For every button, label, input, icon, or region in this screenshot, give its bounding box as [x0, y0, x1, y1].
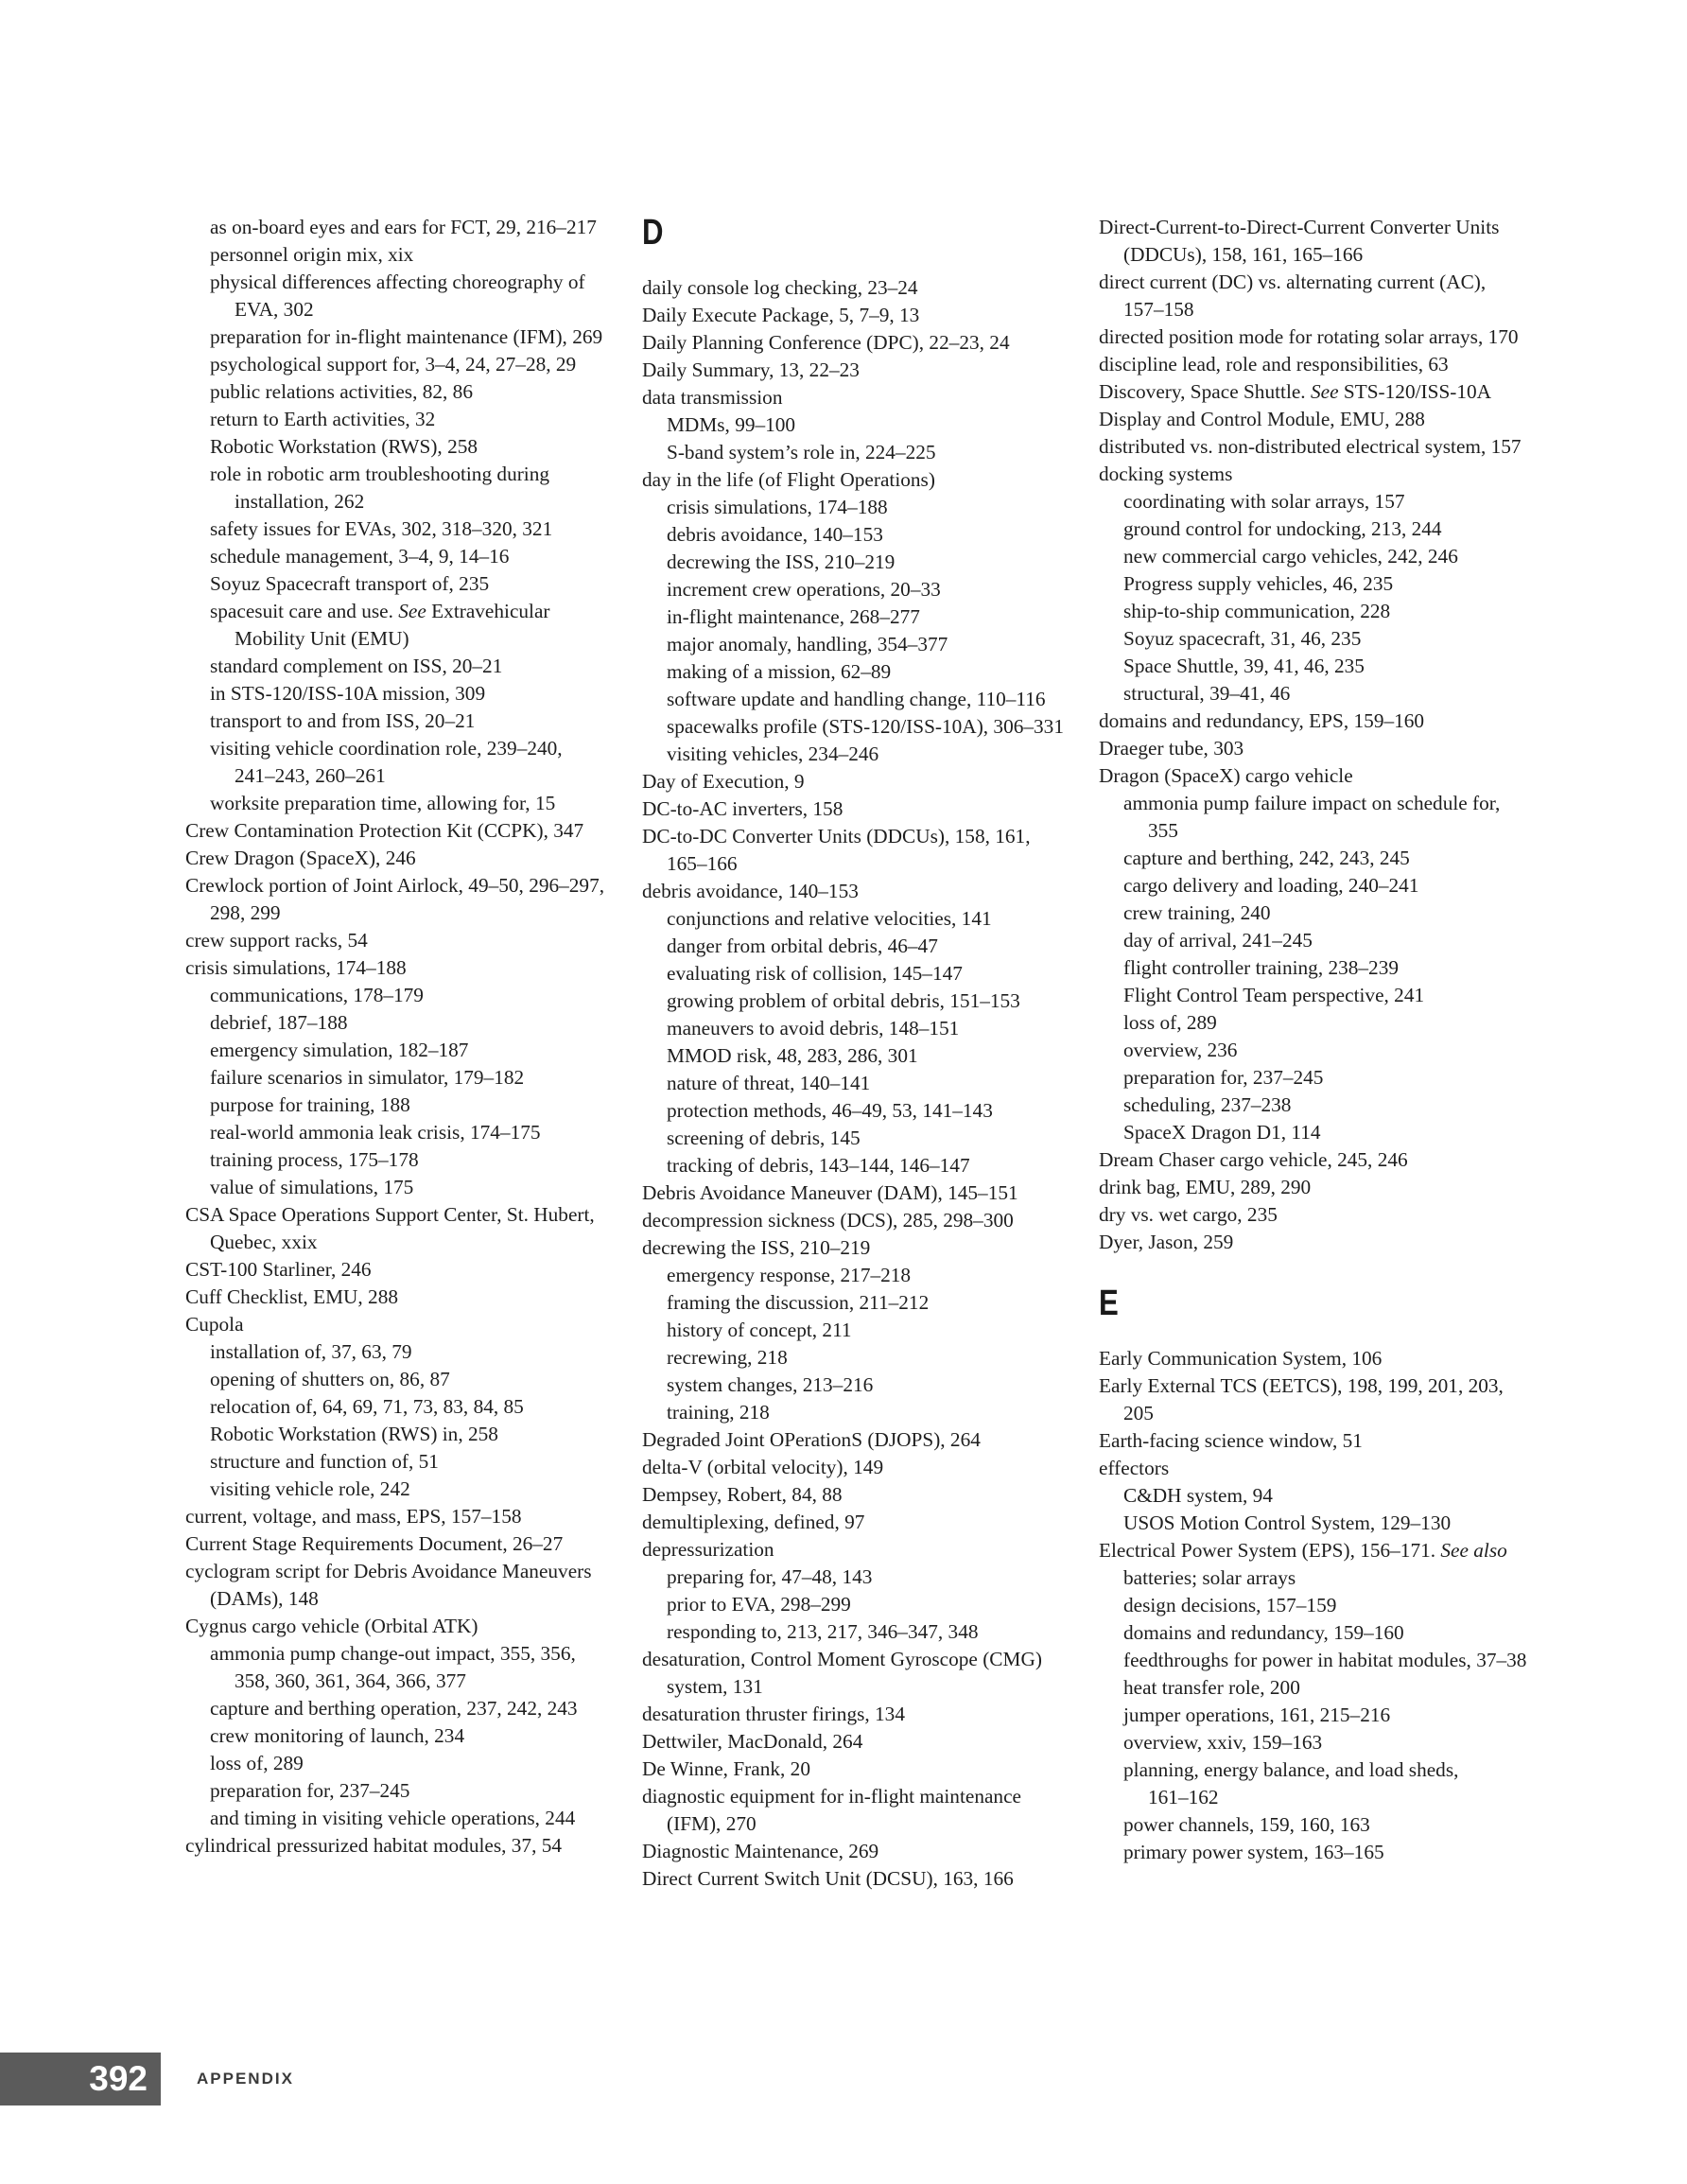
index-subentry: Robotic Workstation (RWS), 258	[210, 435, 478, 458]
index-subentry: debrief, 187–188	[210, 1011, 348, 1034]
index-subentry: ship-to-ship communication, 228	[1123, 600, 1391, 622]
index-subentry: maneuvers to avoid debris, 148–151	[667, 1017, 960, 1040]
index-subentry: visiting vehicles, 234–246	[667, 743, 879, 765]
index-subentry: power channels, 159, 160, 163	[1123, 1813, 1370, 1836]
index-entry: domains and redundancy, EPS, 159–160	[1099, 709, 1425, 732]
index-entry: crew support racks, 54	[185, 929, 368, 952]
index-subentry: new commercial cargo vehicles, 242, 246	[1123, 545, 1458, 568]
index-subentry: ground control for undocking, 213, 244	[1123, 517, 1442, 540]
index-subentry: MDMs, 99–100	[667, 413, 796, 436]
index-subentry: scheduling, 237–238	[1123, 1093, 1292, 1116]
index-entry: diagnostic equipment for in-flight maintenance (IFM), 270	[642, 1785, 1021, 1835]
index-subentry: physical differences affecting choreography of EVA, 302	[210, 271, 585, 321]
index-entry: drink bag, EMU, 289, 290	[1099, 1176, 1312, 1198]
index-entry: data transmission	[642, 386, 783, 409]
index-subentry: failure scenarios in simulator, 179–182	[210, 1066, 525, 1089]
index-entry: Diagnostic Maintenance, 269	[642, 1840, 879, 1862]
index-column-2	[642, 214, 1079, 1893]
index-entry: decrewing the ISS, 210–219	[642, 1236, 871, 1259]
index-subentry: responding to, 213, 217, 346–347, 348	[667, 1620, 979, 1643]
index-subentry: danger from orbital debris, 46–47	[667, 935, 938, 957]
index-subentry: tracking of debris, 143–144, 146–147	[667, 1154, 970, 1177]
index-subentry: in-flight maintenance, 268–277	[667, 605, 920, 628]
index-list-e	[1099, 1345, 1543, 1866]
index-subentry: psychological support for, 3–4, 24, 27–28, 29	[210, 353, 577, 376]
index-subentry: software update and handling change, 110–116	[667, 688, 1046, 710]
index-subentry: Soyuz spacecraft, 31, 46, 235	[1123, 627, 1362, 650]
index-entry: daily console log checking, 23–24	[642, 276, 918, 299]
index-subentry: opening of shutters on, 86, 87	[210, 1368, 450, 1390]
index-entry: Crew Contamination Protection Kit (CCPK), 347	[185, 819, 584, 842]
index-entry: Daily Execute Package, 5, 7–9, 13	[642, 304, 920, 326]
index-subentry: domains and redundancy, 159–160	[1123, 1621, 1404, 1644]
index-subentry: ammonia pump change-out impact, 355, 356, 358, 360, 361, 364, 366, 377	[210, 1642, 576, 1692]
index-subentry: USOS Motion Control System, 129–130	[1123, 1511, 1452, 1534]
index-subentry: coordinating with solar arrays, 157	[1123, 490, 1405, 513]
index-subentry: making of a mission, 62–89	[667, 660, 892, 683]
section-letter-d: D	[642, 213, 664, 253]
page-number: 392	[0, 2053, 161, 2105]
index-subentry: spacesuit care and use. See Extravehicular Mobility Unit (EMU)	[210, 600, 550, 650]
index-subentry: value of simulations, 175	[210, 1176, 414, 1198]
index-entry: delta-V (orbital velocity), 149	[642, 1456, 884, 1478]
index-subentry: MMOD risk, 48, 283, 286, 301	[667, 1044, 918, 1067]
index-subentry: heat transfer role, 200	[1123, 1676, 1300, 1699]
index-subentry: real-world ammonia leak crisis, 174–175	[210, 1121, 541, 1144]
index-subentry: capture and berthing operation, 237, 242, 243	[210, 1697, 578, 1720]
index-entry: Discovery, Space Shuttle. See STS-120/ISS-10A	[1099, 380, 1492, 403]
index-subentry: visiting vehicle role, 242	[210, 1477, 410, 1500]
index-entry: discipline lead, role and responsibilities, 63	[1099, 353, 1449, 376]
index-entry: Crewlock portion of Joint Airlock, 49–50, 296–297, 298, 299	[185, 874, 605, 924]
index-subentry: C&DH system, 94	[1123, 1484, 1273, 1507]
index-subentry: Robotic Workstation (RWS) in, 258	[210, 1423, 498, 1445]
index-entry: DC-to-AC inverters, 158	[642, 797, 844, 820]
index-subentry: as on-board eyes and ears for FCT, 29, 216–217	[210, 216, 597, 238]
index-subentry: spacewalks profile (STS-120/ISS-10A), 306–331	[667, 715, 1064, 738]
index-subentry: in STS-120/ISS-10A mission, 309	[210, 682, 486, 705]
index-entry: Draeger tube, 303	[1099, 737, 1244, 760]
index-subentry: preparing for, 47–48, 143	[667, 1565, 873, 1588]
index-entry: dry vs. wet cargo, 235	[1099, 1203, 1278, 1226]
index-subentry: SpaceX Dragon D1, 114	[1123, 1121, 1321, 1144]
index-entry: Day of Execution, 9	[642, 770, 805, 793]
index-column-1	[185, 214, 622, 1860]
index-entry: crisis simulations, 174–188	[185, 956, 407, 979]
index-subentry: feedthroughs for power in habitat modules, 37–38	[1123, 1649, 1527, 1671]
index-subentry: ammonia pump failure impact on schedule for, 355	[1123, 792, 1501, 842]
index-entry: Cygnus cargo vehicle (Orbital ATK)	[185, 1615, 478, 1637]
index-entry: Crew Dragon (SpaceX), 246	[185, 847, 416, 869]
index-subentry: Space Shuttle, 39, 41, 46, 235	[1123, 655, 1365, 677]
index-entry: Daily Summary, 13, 22–23	[642, 358, 860, 381]
index-subentry: structural, 39–41, 46	[1123, 682, 1291, 705]
index-subentry: history of concept, 211	[667, 1319, 852, 1341]
index-entry: Dettwiler, MacDonald, 264	[642, 1730, 863, 1753]
index-entry: Dyer, Jason, 259	[1099, 1231, 1234, 1253]
index-entry: depressurization	[642, 1538, 774, 1561]
index-subentry: recrewing, 218	[667, 1346, 788, 1369]
index-subentry: training, 218	[667, 1401, 770, 1424]
index-entry: docking systems	[1099, 463, 1233, 485]
index-subentry: crew training, 240	[1123, 901, 1271, 924]
index-entry: effectors	[1099, 1457, 1170, 1479]
index-subentry: worksite preparation time, allowing for, 15	[210, 792, 556, 814]
index-entry: Early Communication System, 106	[1099, 1347, 1383, 1370]
index-entry: Display and Control Module, EMU, 288	[1099, 408, 1425, 430]
index-entry: CST-100 Starliner, 246	[185, 1258, 372, 1281]
index-column-3	[1099, 214, 1543, 1866]
index-entry: Cupola	[185, 1313, 244, 1336]
index-subentry: S-band system’s role in, 224–225	[667, 441, 936, 463]
index-entry: Direct-Current-to-Direct-Current Converter Units (DDCUs), 158, 161, 165–166	[1099, 216, 1500, 266]
index-entry: Debris Avoidance Maneuver (DAM), 145–151	[642, 1181, 1018, 1204]
index-subentry: Progress supply vehicles, 46, 235	[1123, 572, 1394, 595]
index-entry: DC-to-DC Converter Units (DDCUs), 158, 161, 165–166	[642, 825, 1031, 875]
index-subentry: primary power system, 163–165	[1123, 1841, 1384, 1863]
index-entry: direct current (DC) vs. alternating current (AC), 157–158	[1099, 271, 1487, 321]
index-subentry: standard complement on ISS, 20–21	[210, 655, 503, 677]
index-subentry: structure and function of, 51	[210, 1450, 439, 1473]
index-entry: Current Stage Requirements Document, 26–27	[185, 1532, 564, 1555]
index-subentry: evaluating risk of collision, 145–147	[667, 962, 963, 985]
index-subentry: Soyuz Spacecraft transport of, 235	[210, 572, 490, 595]
index-entry: Electrical Power System (EPS), 156–171. See also batteries; solar arrays	[1099, 1539, 1507, 1589]
index-subentry: schedule management, 3–4, 9, 14–16	[210, 545, 510, 568]
section-label: APPENDIX	[197, 2070, 294, 2088]
index-entry: Dempsey, Robert, 84, 88	[642, 1483, 843, 1506]
index-subentry: installation of, 37, 63, 79	[210, 1340, 412, 1363]
index-subentry: preparation for, 237–245	[1123, 1066, 1324, 1089]
index-subentry: communications, 178–179	[210, 984, 424, 1006]
index-entry: desaturation, Control Moment Gyroscope (CMG) system, 131	[642, 1648, 1042, 1698]
index-subentry: design decisions, 157–159	[1123, 1594, 1337, 1616]
index-subentry: public relations activities, 82, 86	[210, 380, 473, 403]
index-entry: distributed vs. non-distributed electrical system, 157	[1099, 435, 1522, 458]
index-entry: debris avoidance, 140–153	[642, 880, 859, 902]
index-entry: CSA Space Operations Support Center, St. Hubert, Quebec, xxix	[185, 1203, 595, 1253]
index-subentry: role in robotic arm troubleshooting during installation, 262	[210, 463, 550, 513]
index-subentry: cargo delivery and loading, 240–241	[1123, 874, 1419, 897]
index-subentry: overview, xxiv, 159–163	[1123, 1731, 1323, 1754]
index-entry: Early External TCS (EETCS), 198, 199, 201, 203, 205	[1099, 1374, 1504, 1424]
index-entry: directed position mode for rotating solar arrays, 170	[1099, 325, 1519, 348]
index-entry: decompression sickness (DCS), 285, 298–300	[642, 1209, 1014, 1232]
index-subentry: relocation of, 64, 69, 71, 73, 83, 84, 85	[210, 1395, 524, 1418]
index-entry: De Winne, Frank, 20	[642, 1757, 810, 1780]
index-subentry: day of arrival, 241–245	[1123, 929, 1313, 952]
index-subentry: visiting vehicle coordination role, 239–240, 241–243, 260–261	[210, 737, 563, 787]
index-subentry: jumper operations, 161, 215–216	[1123, 1704, 1391, 1726]
index-subentry: major anomaly, handling, 354–377	[667, 633, 948, 655]
index-subentry: preparation for in-flight maintenance (IFM), 269	[210, 325, 603, 348]
index-subentry: screening of debris, 145	[667, 1127, 861, 1149]
index-subentry: debris avoidance, 140–153	[667, 523, 883, 546]
index-entry: Daily Planning Conference (DPC), 22–23, 24	[642, 331, 1010, 354]
index-entry: Direct Current Switch Unit (DCSU), 163, 166	[642, 1867, 1014, 1890]
index-subentry: crew monitoring of launch, 234	[210, 1724, 465, 1747]
index-subentry: conjunctions and relative velocities, 141	[667, 907, 992, 930]
index-entry: Earth-facing science window, 51	[1099, 1429, 1363, 1452]
index-subentry: planning, energy balance, and load sheds, 161–162	[1123, 1758, 1459, 1808]
section-letter-e: E	[1099, 1284, 1119, 1323]
index-subentry: preparation for, 237–245	[210, 1779, 410, 1802]
index-subentry: decrewing the ISS, 210–219	[667, 550, 896, 573]
index-entry: Dream Chaser cargo vehicle, 245, 246	[1099, 1148, 1408, 1171]
index-subentry: crisis simulations, 174–188	[667, 496, 888, 518]
index-subentry: return to Earth activities, 32	[210, 408, 436, 430]
index-entry: Cuff Checklist, EMU, 288	[185, 1285, 398, 1308]
index-subentry: growing problem of orbital debris, 151–153	[667, 989, 1020, 1012]
index-subentry: prior to EVA, 298–299	[667, 1593, 851, 1616]
index-subentry: loss of, 289	[210, 1752, 304, 1774]
index-subentry: and timing in visiting vehicle operations, 244	[210, 1807, 576, 1829]
index-subentry: system changes, 213–216	[667, 1373, 874, 1396]
index-list-d-cont	[1099, 214, 1543, 1256]
index-subentry: capture and berthing, 242, 243, 245	[1123, 847, 1410, 869]
index-subentry: training process, 175–178	[210, 1148, 419, 1171]
index-subentry: protection methods, 46–49, 53, 141–143	[667, 1099, 993, 1122]
index-subentry: loss of, 289	[1123, 1011, 1217, 1034]
index-subentry: overview, 236	[1123, 1039, 1238, 1061]
index-subentry: purpose for training, 188	[210, 1093, 410, 1116]
index-list-d	[642, 274, 1079, 1893]
index-subentry: increment crew operations, 20–33	[667, 578, 941, 601]
index-subentry: emergency simulation, 182–187	[210, 1039, 469, 1061]
index-entry: cyclogram script for Debris Avoidance Maneuvers (DAMs), 148	[185, 1560, 592, 1610]
index-subentry: emergency response, 217–218	[667, 1264, 912, 1286]
index-subentry: personnel origin mix, xix	[210, 243, 414, 266]
index-subentry: nature of threat, 140–141	[667, 1072, 871, 1094]
index-entry: day in the life (of Flight Operations)	[642, 468, 935, 491]
index-subentry: transport to and from ISS, 20–21	[210, 709, 476, 732]
index-entry: Degraded Joint OPerationS (DJOPS), 264	[642, 1428, 981, 1451]
index-entry: cylindrical pressurized habitat modules, 37, 54	[185, 1834, 563, 1857]
index-entry: desaturation thruster firings, 134	[642, 1703, 905, 1725]
index-subentry: Flight Control Team perspective, 241	[1123, 984, 1425, 1006]
index-subentry: flight controller training, 238–239	[1123, 956, 1400, 979]
index-entry: demultiplexing, defined, 97	[642, 1511, 865, 1533]
index-subentry: framing the discussion, 211–212	[667, 1291, 930, 1314]
index-subentry: safety issues for EVAs, 302, 318–320, 321	[210, 517, 553, 540]
index-entry: current, voltage, and mass, EPS, 157–158	[185, 1505, 522, 1528]
index-entry: Dragon (SpaceX) cargo vehicle	[1099, 764, 1353, 787]
